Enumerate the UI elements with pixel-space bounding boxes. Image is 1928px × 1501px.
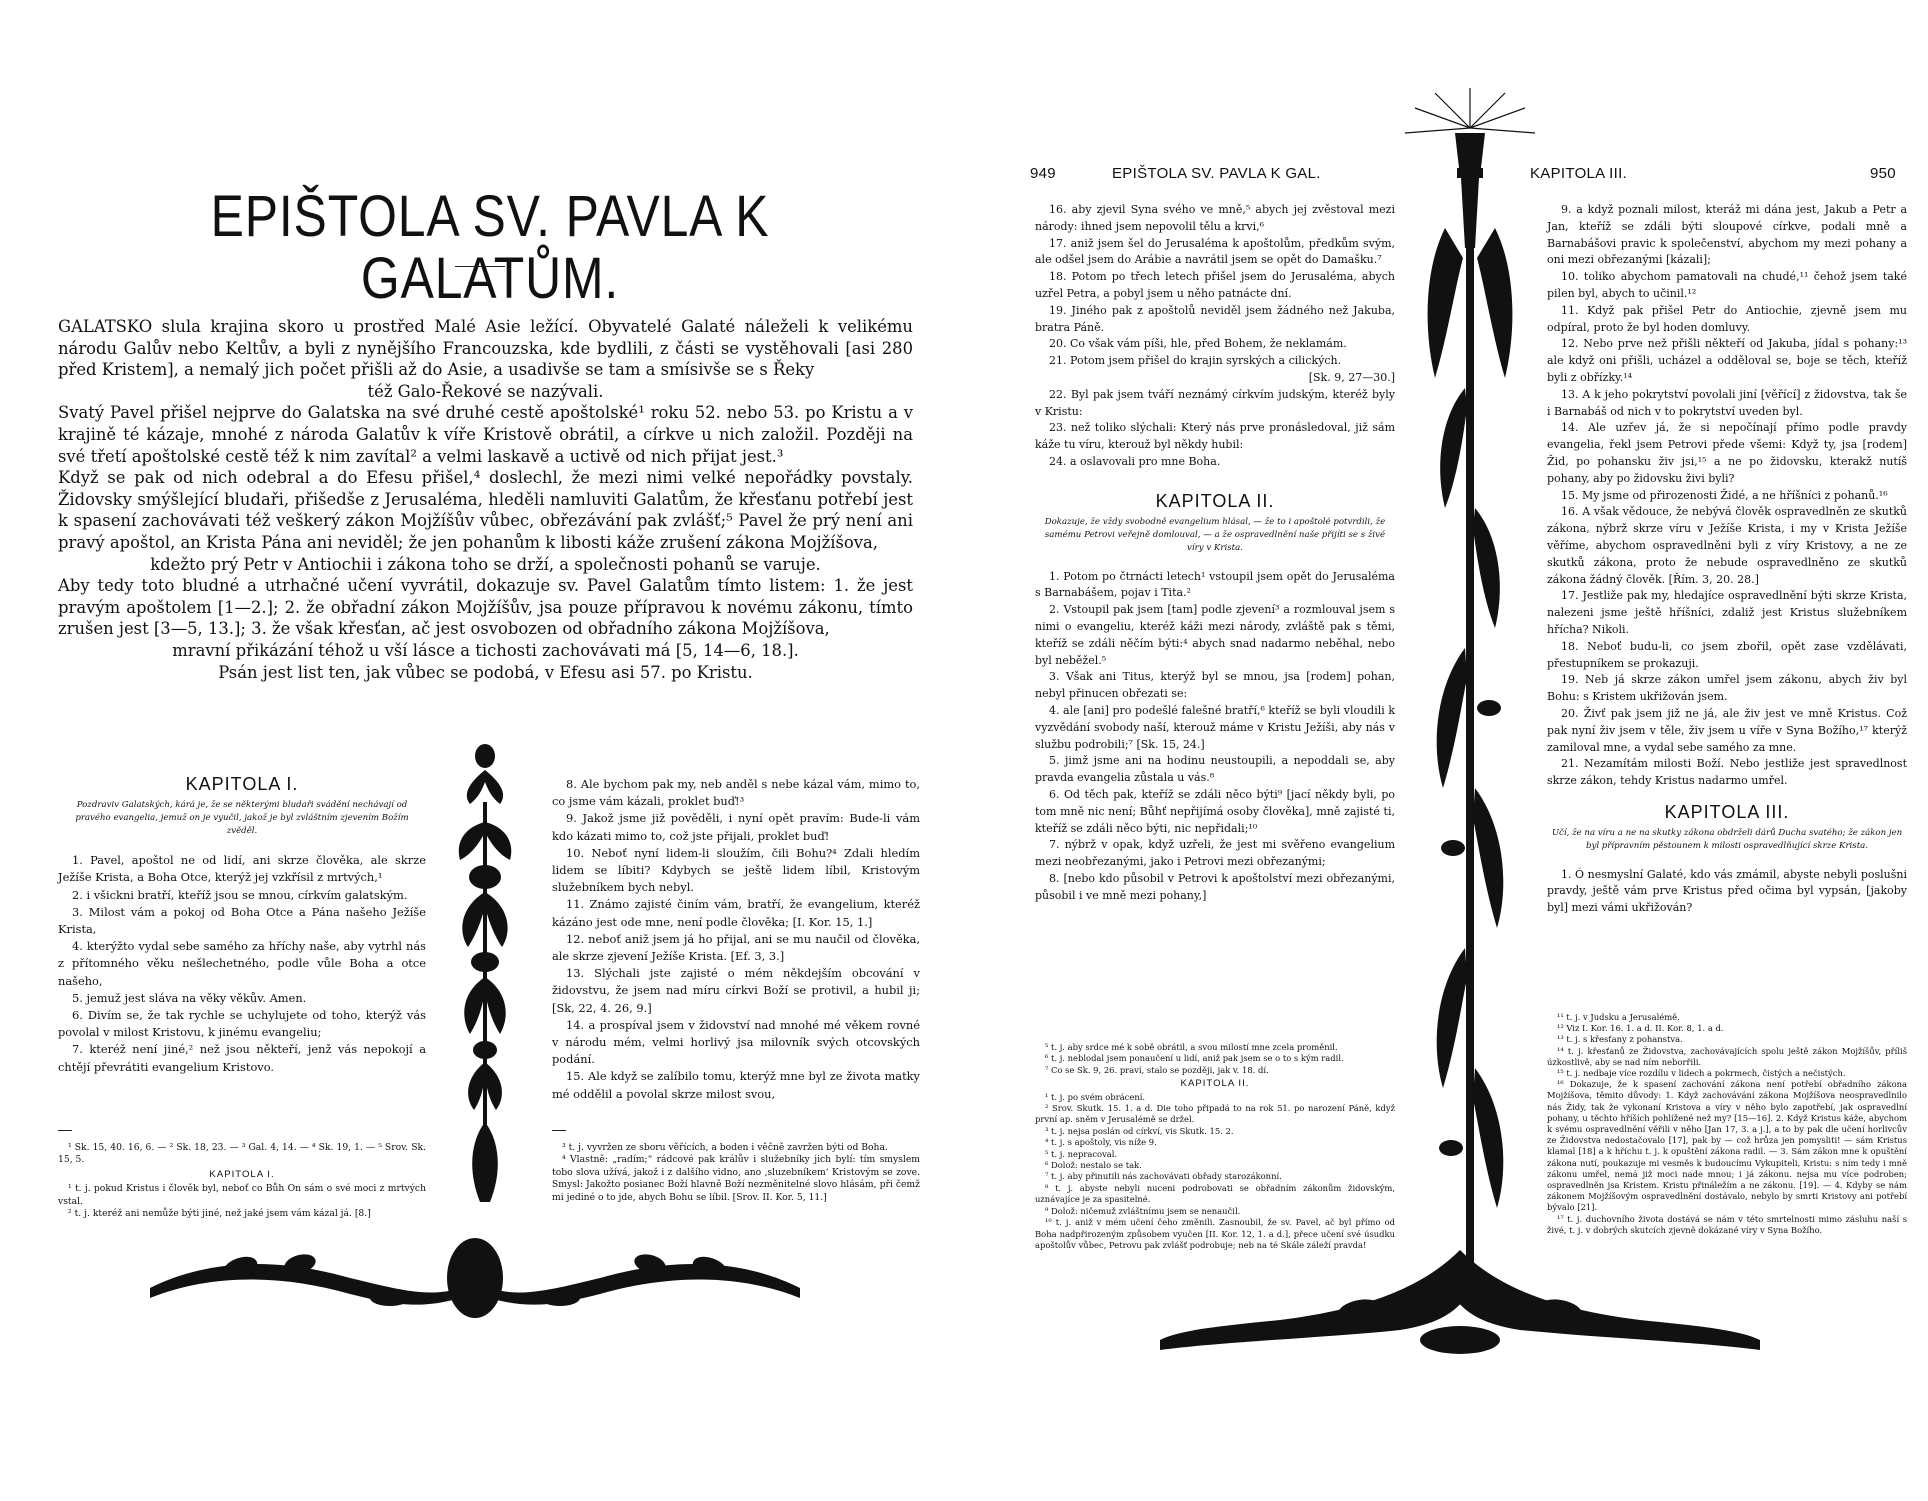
verse: 7. kteréž není jiné,² než jsou někteří, jenž vás nepokojí a chtějí převrátiti evangelium Kristovo. <box>58 1042 426 1074</box>
intro-paragraph: Když se pak od nich odebral a do Efesu přišel,⁴ doslechl, že mezi nimi velké nepořádky povstaly. Židovsky smýšlející bludaři, přišedše z Jerusaléma, hleděli namluviti Galatům, že křesťanu potřebí jest k spasení zachovávati též veškerý zákon Mojžíšův vůbec, obřezávání pak zvlášť;⁵ Pavel že prý není ani pravý apoštol, an Krista Pána ani neviděl; že jen pohanům k libosti káže zrušení zákona Mojžíšova, <box>58 468 913 552</box>
footnote: ⁴ t. j. s apoštoly, vis níže 9. <box>1045 1137 1157 1148</box>
verse: 2. i všickni bratří, kteříž jsou se mnou, církvím galatským. <box>72 887 408 902</box>
chapter-summary: Pozdraviv Galatských, kárá je, že se některými bludaři svádění nechávají od pravého evangelia, jemuž on je vyučil, jakož je byl zvláštním zjevením Božím zvěděl. <box>75 800 409 837</box>
verse: 18. Potom po třech letech přišel jsem do Jerusaléma, abych uzřel Petra, a pobyl jsem u něho patnácte dní. <box>1035 270 1395 300</box>
footnote: ³ t. j. vyvržen ze sboru věřících, a boden i věčně zavržen býti od Boha. <box>562 1142 888 1153</box>
verse: 17. Jestliže pak my, hledajíce ospravedlnění býti skrze Krista, nalezeni jsme ještě hříšníci, zdaliž jest Kristus služebníkem hřícha? Nikoli. <box>1547 589 1907 636</box>
verse: 6. Od těch pak, kteříž se zdáli něco býti⁹ [jací někdy byli, po tom mně nic není; Bůhť nepřijímá osoby člověka], mně zajisté ti, kteříž se zdáli něco býti, nic nepřidali;¹⁰ <box>1035 787 1395 835</box>
footnote-chapter-heading: KAPITOLA II. <box>1180 1078 1250 1090</box>
footnote: ¹⁴ t. j. křesťanů ze Židovstva, zachovávajících spolu ještě zákon Mojžíšův, příliš úzkostlivě, aby se nad ním neborřili. <box>1547 1045 1907 1067</box>
bottom-foliage-ornament <box>1160 1250 1760 1360</box>
title-rule <box>455 266 505 267</box>
verse: 5. jimž jsme ani na hodinu neustoupili, a nepoddali se, aby pravda evangelia zůstala u vás.⁸ <box>1035 754 1395 785</box>
chapter-heading: KAPITOLA III. <box>1664 801 1790 822</box>
verse: 6. Divím se, že tak rychle se uchylujete od toho, kterýž vás povolal v milost Kristovu, k jinému evangeliu; <box>58 1008 426 1040</box>
verse: 23. než toliko slýchali: Který nás prve pronásledoval, již sám káže tu víru, kterouž byl někdy hubil: <box>1035 421 1395 452</box>
page-number-right: 950 <box>1870 165 1896 182</box>
footnote: ¹⁶ Dokazuje, že k spasení zachování zákona není potřebí obřadního zákona Mojžíšova, těmito důvody: 1. Když zachovávání zákona Mojžíšova neospravedlnilo nás Židy, tak že vykonaní Kristova a víry v něho bylo zapotřebí, jak ospravedlní pohany, u těchto hříších pohlížené než my? [15—16]. 2. Když Kristus káže, abychom k svému ospravedlnění věřili v něho [Jan 17, 3. a j.], a to by pak dle učení horlivcův ze Židovstva nedostačovalo [17], pak by — což hrůza jen pomysliti! — sám Kristus klamal [18] a k hříchu t. j. k opuštění zákona radil. — 3. Sám zákon mne k opuštění zákona nutí, poukazuje mi vesměs k budoucímu Vykupiteli, Kristu: s ním tedy i mně zákonu umřel, nemá již moci nade mnou; i já zákonu. nejsa mu více podroben; ospravedlněn jsa Kristem. Kristu přináležím a ne zákonu. [19]. — 4. Kdyby se nám zákonem Mojžíšovým ospravedlnění dostávalo, nebylo by smrti Kristovy ani potřebí bývalo [21]. <box>1547 1079 1907 1213</box>
footnote: ⁴ Vlastně: „radím;“ rádcové pak králův i služebníky jich bylí: tím smyslem tobo slova užívá, jakož i z dalšího vidno, ano ‚sluzebníkem‘ Kristovým se zove. Smysl: Jakožto posianec Boží hlavně Boží nezměnitelné slovo hlásám, při čemž mi jediné o to jde, abych Bohu se líbil. [Srov. II. Kor. 5, 11.] <box>552 1154 920 1203</box>
footnote: ⁶ Dolož: nestalo se tak. <box>1045 1160 1142 1171</box>
verse: 19. Neb já skrze zákon umřel jsem zákonu, abych živ byl Bohu: s Kristem ukřižován jsem. <box>1547 673 1907 704</box>
intro-paragraph: kdežto prý Petr v Antiochii i zákona toho se drží, a společnosti pohanů se varuje. <box>150 554 821 574</box>
running-head-left: EPIŠTOLA SV. PAVLA K GAL. <box>1112 165 1321 182</box>
footnote: ¹⁵ t. j. nedbaje více rozdílu v lidech a pokrmech, čistých a nečistých. <box>1557 1068 1846 1079</box>
footnote: ⁵ t. j. aby srdce mé k sobě obrátil, a svou milostí mne zcela proměnil. <box>1045 1042 1338 1052</box>
right-page <box>1000 0 1928 1501</box>
verse: 10. toliko abychom pamatovali na chudé,¹¹ čehož jsem také pilen byl, abych to učinil.¹² <box>1547 270 1907 300</box>
verse: 4. ale [ani] pro podešlé falešné bratří,⁶ kteříž se byli vloudili k vyzvědání svobody naší, kterouž máme v Kristu Ježíši, aby nás v službu podrobili;⁷ [Sk. 15, 24.] <box>1035 703 1395 751</box>
verse: 21. Potom jsem přišel do krajin syrských a cilických. <box>1049 354 1342 368</box>
footnote-rule <box>58 1130 72 1131</box>
left-page <box>0 0 950 1501</box>
chapter1-left-column <box>58 776 426 1076</box>
verse: 13. A k jeho pokrytství povolali jiní [věřící] z židovstva, tak še i Barnabáš od nich v to pokrytství uveden byl. <box>1547 387 1907 418</box>
verse: 2. Vstoupil pak jsem [tam] podle zjevení³ a rozmlouval jsem s nimi o evangeliu, kteréž káži mezi národy, zvláště pak s těmi, kteříž se zdáli něčím býti:⁴ abych snad nadarmo neběhal, nebo byl neběžel.⁵ <box>1035 603 1395 667</box>
verse: 24. a oslavovali pro mne Boha. <box>1049 454 1221 468</box>
footnote: ⁸ t. j. abyste nebyli nuceni podrobovati se obřadním zákonům židovským, uznávajíce je za spasitelné. <box>1035 1182 1395 1205</box>
intro-paragraph: Psán jest list ten, jak vůbec se podobá, v Efesu asi 57. po Kristu. <box>218 662 753 682</box>
footnote: ¹² Viz I. Kor. 16. 1. a d. II. Kor. 8, 1. a d. <box>1557 1023 1724 1034</box>
footnotes-column-a <box>1035 1042 1395 1251</box>
intro-paragraph: GALATSKO slula krajina skoro u prostřed Malé Asie ležící. Obyvatelé Galaté náleželi k velikému národu Galův nebo Keltův, a byli z nynějšího Francouzska, kde bydlili, z části se vystěhovali [asi 280 před Kristem], a nemalý jich počet přišli až do Asie, a usadivše se tam a smísivše se s Řeky <box>58 317 913 380</box>
verse: 1. Ó nesmyslní Galaté, kdo vás zmámil, abyste nebyli poslušni pravdy, ještě vám prve Kristus před očima byl vypsán, [jakoby byl] mezi vámi ukřižován? <box>1547 867 1907 915</box>
verse-reference: [Sk. 9, 27—30.] <box>1308 370 1395 384</box>
verse: 14. Ale uzřev já, že si nepočínají přímo podle pravdy evangelia, řekl jsem Petrovi přede všemi: Když ty, jsa [rodem] Žid, po pohansku živ jsi,¹⁵ a ne po židovsku, kterakž nutíš pohany, aby po židovsku živi byli? <box>1547 421 1907 485</box>
intro-paragraph: mravní přikázání téhož u vší lásce a tichosti zachovávati má [5, 14—6, 18.]. <box>172 640 799 660</box>
verse: 17. aniž jsem šel do Jerusaléma k apoštolům, předkům svým, ale odšel jsem do Arábie a navrátil jsem se opět do Damašku.⁷ <box>1035 236 1395 267</box>
verse: 22. Byl pak jsem tváří neznámý církvím judským, kteréž byly v Kristu: <box>1035 387 1395 418</box>
footnote: ¹¹ t. j. v Judsku a Jerusalémě. <box>1557 1012 1680 1022</box>
verse: 4. kterýžto vydal sebe samého za hříchy naše, aby vytrhl nás z přítomného věku nešlechetného, podle vůle Boha a otce našeho, <box>58 939 426 988</box>
chapter-summary: Dokazuje, že vždy svobodně evangelium hlásal, — že to i apoštolé potvrdili, že samému Petrovi veřejně domlouval, — a že ospravedlnění naše přijíti se s živé víry v Krista. <box>1044 516 1386 553</box>
verse: 14. a prospíval jsem v židovství nad mnohé mé věkem rovné v národu mém, velmi horlivý jsa milovník svých otcovských podání. <box>552 1017 920 1067</box>
footnotes-left <box>58 1142 426 1220</box>
verse: 12. Nebo prve než přišli někteří od Jakuba, jídal s pohany:¹³ ale když oni přišli, ucházel a odděloval se, boje se těch, kteříž byli z obřízky.¹⁴ <box>1547 337 1907 384</box>
verse: 15. Ale když se zalíbilo tomu, kterýž mne byl ze života matky mé oddělil a povolal skrze milost svou, <box>552 1069 920 1101</box>
verse: 20. Co však vám píši, hle, před Bohem, že neklamám. <box>1049 337 1347 351</box>
verse: 10. Neboť nyní lidem-li sloužím, čili Bohu?⁴ Zdali hledím lidem se líbiti? Kdybych se ještě lidem líbil, Kristovým služebníkem bych nebyl. <box>552 845 920 895</box>
footnote: ⁷ Co se Sk. 9, 26. praví, stalo se později, jak v. 18. dí. <box>1045 1064 1269 1075</box>
footnote: ¹⁰ t. j. aniž v mém učení čeho změnili. Zasnoubil, že sv. Pavel, ač byl přímo od Boha nadpřirozeným způsobem vyučen [II. Kor. 12, 1. a d.], přece učení své úsudku apoštolův vůbec, Petrovu pak zvlášť podrobuje; neb na té Skále záleží pravda! <box>1035 1217 1395 1250</box>
verse: 9. a když poznali milost, kteráž mi dána jest, Jakub a Petr a Jan, kteříž se zdáli býti sloupové církve, podali mně a Barnabášovi pravic k společenství, abychom my mezi pohany a oni mezi obřezanými [kázali]; <box>1547 203 1907 267</box>
running-head-right: KAPITOLA III. <box>1530 165 1627 182</box>
footnote: ⁵ t. j. nepracoval. <box>1045 1148 1118 1159</box>
column-a <box>1035 202 1395 904</box>
footnote-chapter-heading: KAPITOLA I. <box>209 1168 275 1180</box>
verse: 5. jemuž jest sláva na věky věkův. Amen. <box>72 990 307 1005</box>
verse: 8. [nebo kdo působil v Petrovi k apoštolství mezi obřezanými, působil i ve mně mezi pohany,] <box>1035 871 1395 902</box>
bottom-ornament <box>150 1228 800 1328</box>
footnote: ³ t. j. nejsa poslán od církví, vis Skutk. 15. 2. <box>1045 1125 1234 1136</box>
verse: 16. aby zjevil Syna svého ve mně,⁵ abych jej zvěstoval mezi národy: ihned jsem nepovolil tělu a krvi,⁶ <box>1035 203 1395 233</box>
intro-paragraph: též Galo-Řekové se nazývali. <box>367 381 604 401</box>
footnote: ¹³ t. j. s křesťany z pohanstva. <box>1557 1034 1683 1045</box>
column-b <box>1547 202 1907 917</box>
verse: 18. Neboť budu-li, co jsem zbořil, opět zase vzdělávati, přestupníkem se prokazuji. <box>1547 639 1907 670</box>
verse: 9. Jakož jsme již pověděli, i nyní opět pravím: Bude-li vám kdo kázati mimo to, což jste přijali, proklet buď! <box>552 811 920 843</box>
footnote: ² Srov. Skutk. 15. 1. a d. Die toho připadá to na rok 51. po narození Páně, když první ap. sněm v Jerusalémě se držel. <box>1035 1103 1395 1125</box>
footnotes-right <box>552 1142 920 1204</box>
floral-ornament <box>440 742 530 1242</box>
footnote: ⁹ Dolož: ničemuž zvláštnímu jsem se nenaučil. <box>1045 1205 1241 1216</box>
torch-ornament <box>1405 88 1535 1448</box>
verse: 20. Živť pak jsem již ne já, ale živ jest ve mně Kristus. Což pak nyní živ jsem v těle, živ jsem u víře v Syna Božího,¹⁷ kterýž zamiloval mne, a vydal sebe samého za mne. <box>1547 706 1907 754</box>
chapter-heading: KAPITOLA I. <box>185 774 299 794</box>
intro-paragraph: Aby tedy toto bludné a utrhačné učení vyvrátil, dokazuje sv. Pavel Galatům tímto listem: 1. že jest pravým apoštolem [1—2.]; 2. že obřadní zákon Mojžíšův, jsa pouze přípravou k novému zákonu, tímto zrušen jest [3—5, 13.]; 3. že však křesťan, ač jest osvobozen od obřadního zákona Mojžíšova, <box>58 576 913 639</box>
verse: 19. Jiného pak z apoštolů neviděl jsem žádného než Jakuba, bratra Páně. <box>1035 303 1395 334</box>
chapter-heading: KAPITOLA II. <box>1155 490 1275 511</box>
verse: 1. Potom po čtrnácti letech¹ vstoupil jsem opět do Jerusaléma s Barnabášem, pojav i Tita.² <box>1035 569 1395 600</box>
footnote: ¹ t. j. po svém obrácení. <box>1045 1091 1146 1102</box>
chapter1-right-column <box>552 776 920 1103</box>
footnote-rule <box>552 1130 566 1131</box>
chapter-summary: Učí, že na víru a ne na skutky zákona obdrželi dárů Ducha svatého; že zákon jen byl přípravním pěstounem k milosti ospravedlňující skrze Krista. <box>1551 827 1903 851</box>
verse: 12. neboť aniž jsem já ho přijal, ani se mu naučil od člověka, ale skrze zjevení Ježíše Krista. [Ef. 3, 3.] <box>552 931 920 964</box>
verse: 1. Pavel, apoštol ne od lidí, ani skrze člověka, ale skrze Ježíše Krista, a Boha Otce, kterýž jej vzkřísil z mrtvých,¹ <box>58 853 426 885</box>
verse: 7. nýbrž v opak, když uzřeli, že jest mi svěřeno evangelium mezi neobřezanými, jako i Petrovi mezi obřezanými; <box>1035 838 1395 869</box>
footnotes-column-b <box>1547 1012 1907 1236</box>
verse: 11. Když pak přišel Petr do Antiochie, zjevně jsem mu odpíral, proto že byl hoden domluvy. <box>1547 303 1907 334</box>
verse: 8. Ale bychom pak my, neb anděl s nebe kázal vám, mimo to, co jsme vám kázali, proklet buď!³ <box>552 777 920 809</box>
page-title: EPIŠTOLA SV. PAVLA K GALATŮM. <box>210 184 770 311</box>
verse: 15. My jsme od přirozenosti Židé, a ne hříšníci z pohanů.¹⁶ <box>1561 488 1888 502</box>
intro-paragraph: Svatý Pavel přišel nejprve do Galatska na své druhé cestě apoštolské¹ roku 52. nebo 53. po Kristu a v krajině té kázaje, mnohé z národa Galatův k víře Kristově obrátil, a církve u nich založil. Později na své třetí apoštolské cestě též k nim zavítal² a velmi laskavě a uctivě od nich přijat jest.³ <box>58 403 913 466</box>
footnote: ⁶ t. j. neblodal jsem ponaučení u lidí, aniž pak jsem se o to s kým radil. <box>1045 1053 1344 1064</box>
verse: 21. Nezamítám milosti Boží. Nebo jestliže jest spravedlnost skrze zákon, tehdy Kristus nadarmo umřel. <box>1547 757 1907 788</box>
footnote: ⁷ t. j. aby přinutili nás zachovávati obřady starozákonní. <box>1045 1171 1282 1182</box>
verse: 3. Však ani Titus, kterýž byl se mnou, jsa [rodem] pohan, nebyl přinucen obřezati se: <box>1035 670 1395 701</box>
verse: 16. A však vědouce, že nebývá člověk ospravedlněn ze skutků zákona, nýbrž skrze víru v Ježíše Krista, i my v Krista Ježíše věříme, abychom ospravedlněni byli z víry Kristovy, a ne ze skutků zákona, proto že nebude ospravedlněno ze skutků zákona žádný člověk. [Řím. 3, 20. 28.] <box>1547 505 1907 586</box>
footnote: ² t. j. kteréž ani nemůže býti jiné, než jaké jsem vám kázal já. [8.] <box>68 1208 371 1220</box>
verse: 11. Známo zajisté činím vám, bratří, že evangelium, kteréž kázáno jest ode mne, není podle člověka; [I. Kor. 15, 1.] <box>552 897 920 929</box>
footnote: ¹⁷ t. j. duchovního života dostává se nám v této smrtelnosti mimo zásluhu naší s živé, t. j. v dobrých skutcích zjevně dokázané víry v Syna Božího. <box>1547 1213 1907 1235</box>
footnote: ¹ Sk. 15, 40. 16, 6. — ² Sk. 18, 23. — ³ Gal. 4, 14. — ⁴ Sk. 19, 1. — ⁵ Srov. Sk. 15, 5. <box>58 1142 426 1166</box>
verse: 13. Slýchali jste zajisté o mém někdejším obcování v židovstvu, že jsem nad míru církvi Boží se protivil, a hubil ji; [Sk, 22, 4. 26, 9.] <box>552 966 920 1015</box>
page-number-left: 949 <box>1030 165 1056 182</box>
verse: 3. Milost vám a pokoj od Boha Otce a Pána našeho Ježíše Krista, <box>58 904 426 937</box>
intro-text <box>58 316 913 683</box>
footnote: ¹ t. j. pokud Kristus i člověk byl, neboť co Bůh On sám o své moci z mrtvých vstal. <box>58 1183 426 1207</box>
